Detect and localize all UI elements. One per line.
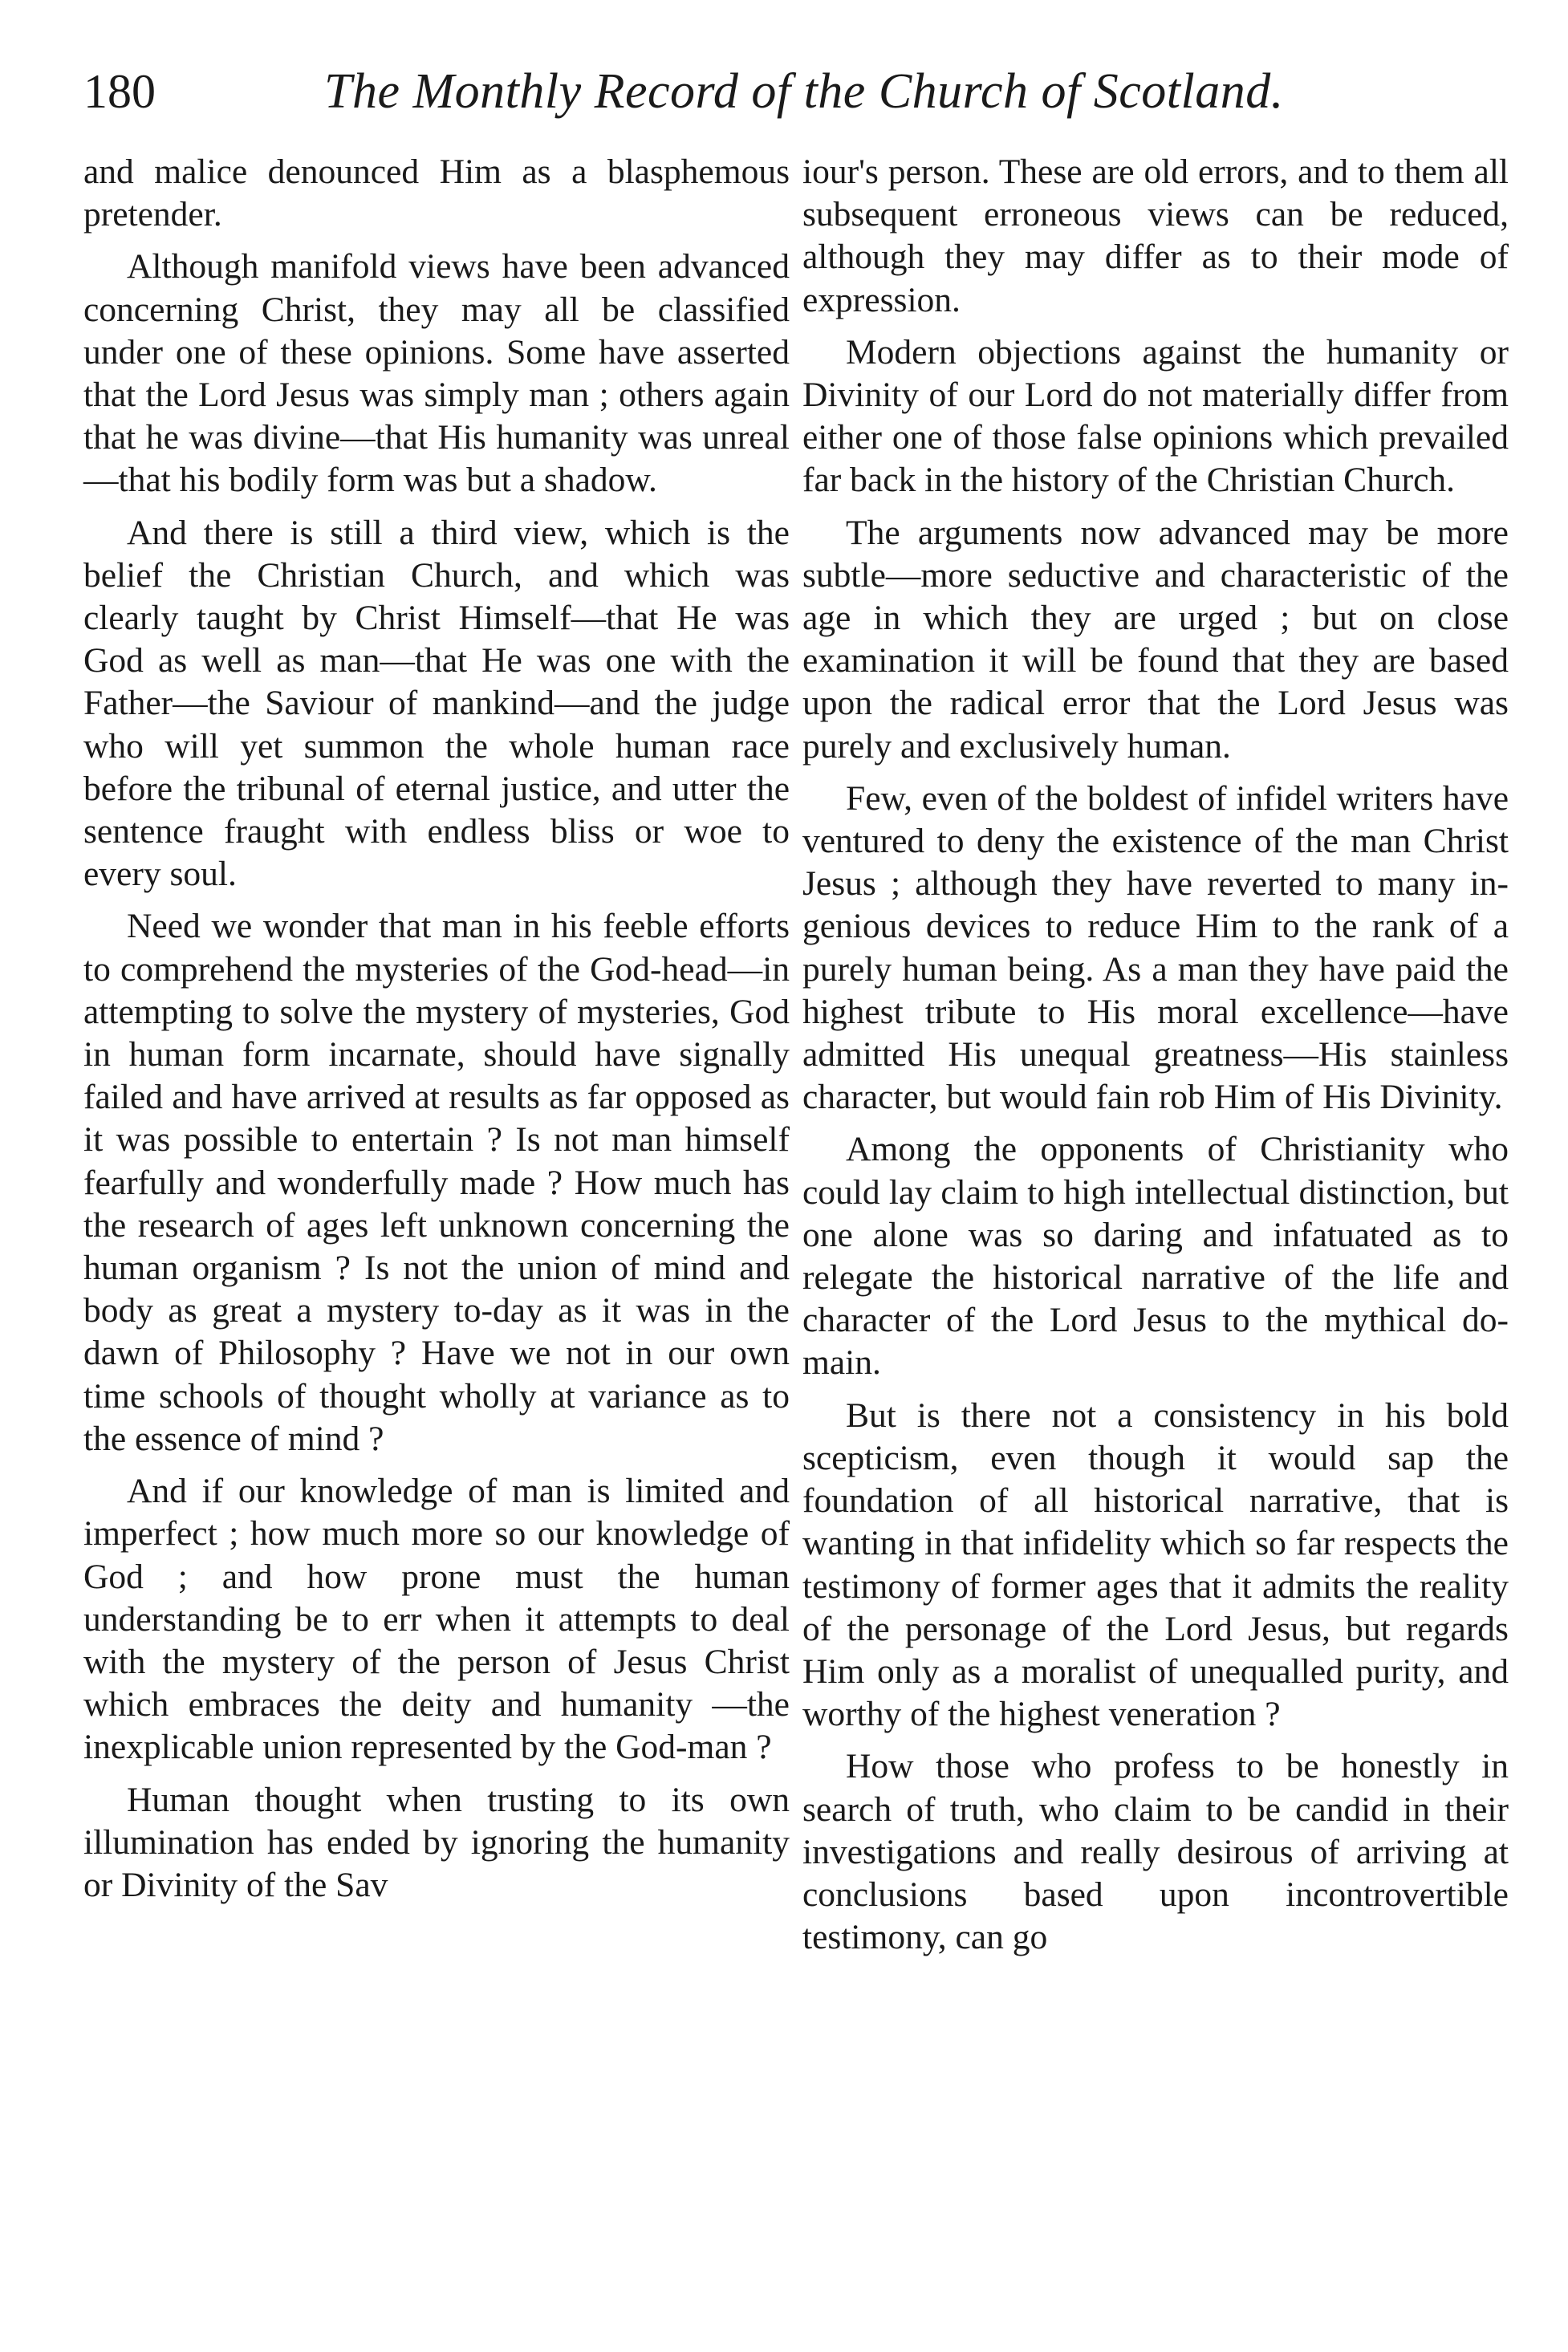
paragraph: and malice denounced Him as a blasphemous pretender.: [83, 152, 790, 234]
paragraph: Human thought when trusting to its own illumination has ended by ignoring the humanity or Divinity of the Sav: [83, 1780, 790, 1904]
paragraph: How those who profess to be honestly in search of truth, who claim to be candid in their investigations and really desirous of arriving at conclusions based upon incontrovertible testimony, can go: [802, 1747, 1509, 1957]
paragraph: And there is still a third view, which is the belief the Christian Church, and which was clearly taught by Christ Himself—that He was God as well as man—that He was one with the Father—the Saviour of mankind—and the judge who will yet summon the whole human race before the tribunal of eternal justice, and utter the sentence fraught with endless bliss or woe to every soul.: [83, 513, 790, 894]
paragraph: Among the opponents of Christianity who could lay claim to high intellectual distinction, but one alone was so daring and infatuated as to relegate the historical narrative of the life and character of the Lord Jesus to the mythical domain.: [802, 1130, 1509, 1383]
running-title: The Monthly Record of the Church of Scotland.: [324, 64, 1284, 119]
paragraph: Modern objections against the humanity or Divinity of our Lord do not materially differ from either one of those false opinions which prevailed far back in the history of the Christian Church.: [802, 332, 1509, 500]
paragraph: And if our knowledge of man is limited and imperfect ; how much more so our knowledge of God ; and how prone must the human understanding be to err when it attempts to deal with the mystery of the person of Jesus Christ which embraces the deity and humanity —the inexplicable union represented by the God-man ?: [83, 1472, 790, 1767]
paragraph: Need we wonder that man in his feeble efforts to comprehend the mysteries of the God-head—in attempting to solve the mystery of mysteries, God in human form incarnate, should have signally failed and have arrived at results as far opposed as it was possible to entertain ? Is not man himself fearfully and wonderfully made ? How much has the research of ages left unknown concerning the human organism ? Is not the union of mind and body as great a mystery to-day as it was in the dawn of Philosophy ? Have we not in our own time schools of thought wholly at variance as to the essence of mind ?: [83, 907, 790, 1458]
paragraph: But is there not a consistency in his bold scepticism, even though it would sap the foundation of all historical narrative, that is wanting in that infidelity which so far respects the testimony of former ages that it admits the reality of the personage of the Lord Jesus, but regards Him only as a moralist of unequalled purity, and worthy of the highest veneration ?: [802, 1395, 1509, 1734]
paragraph: Although manifold views have been advanced concerning Christ, they may all be classified under one of these opinions. Some have asserted that the Lord Jesus was simply man ; others again that he was divine—that His humanity was unreal—that his bodily form was but a shadow.: [83, 247, 790, 500]
right-column: [802, 151, 1509, 1968]
paragraph: The arguments now advanced may be more subtle—more seductive and characteristic of the age in which they are urged ; but on close examination it will be found that they are based upon the radical error that the Lord Jesus was purely and exclusively human.: [802, 513, 1509, 766]
paragraph: Few, even of the boldest of infidel writers have ventured to deny the existence of the man Christ Jesus ; although they have reverted to many ingenious devices to reduce Him to the rank of a purely human being. As a man they have paid the highest tribute to His moral excellence—have admitted His unequal greatness—His stainless character, but would fain rob Him of His Divinity.: [802, 778, 1509, 1117]
left-column: [83, 151, 790, 1916]
paragraph: iour's person. These are old errors, and to them all subsequent erroneous views can be reduced, although they may differ as to their mode of expression.: [802, 152, 1509, 319]
page-number: 180: [83, 65, 156, 118]
page-header: [83, 59, 1496, 132]
